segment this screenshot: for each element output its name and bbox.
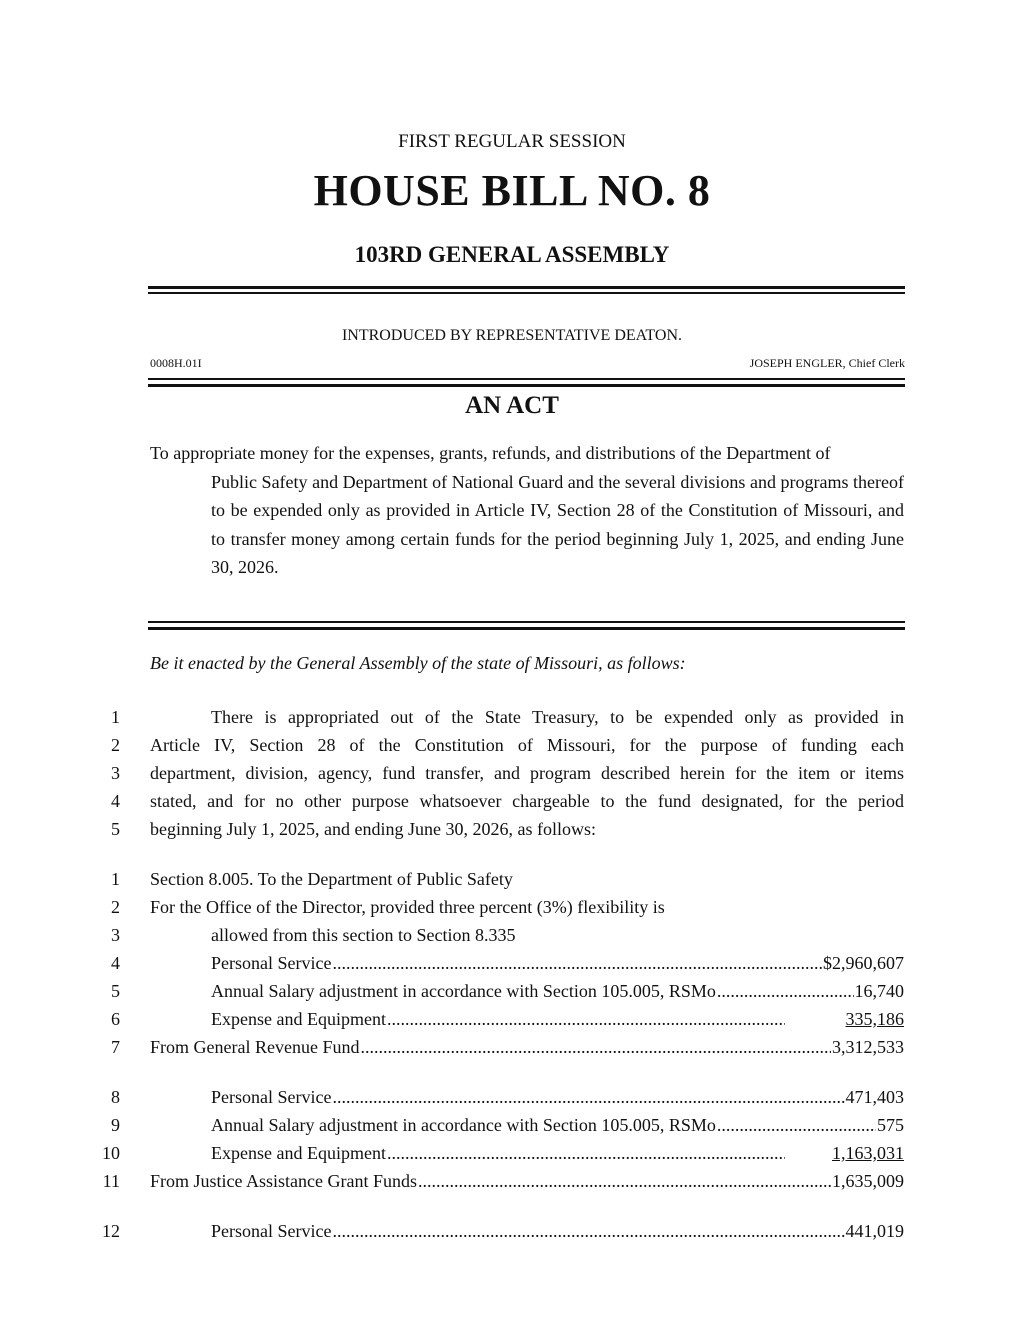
item-label: Personal Service xyxy=(211,1087,332,1107)
intro-line xyxy=(0,707,1024,735)
appropriation-item xyxy=(0,1087,1024,1115)
act-title-rest: Public Safety and Department of National Guard and the several divisions and programs thereof to be expended only as provided in Article IV, Section 28 of the Constitution of Missouri, and to transfer money among certain funds for the period beginning July 1, 2025, and ending June 30, 2026. xyxy=(211,471,904,577)
act-title-first-line: To appropriate money for the expenses, grants, refunds, and distributions of the Department of xyxy=(150,443,831,463)
appropriation-item xyxy=(0,1143,1024,1171)
leader-dots xyxy=(717,981,854,1002)
section-line xyxy=(0,925,1024,953)
item-amount: 16,740 xyxy=(854,981,904,1001)
leader-dots xyxy=(387,1143,785,1164)
bill-title: HOUSE BILL NO. 8 xyxy=(313,166,711,215)
section-text: For the Office of the Director, provided three percent (3%) flexibility is xyxy=(150,897,665,917)
divider xyxy=(148,286,905,289)
leader-dots xyxy=(360,1037,831,1058)
assembly-label: 103RD GENERAL ASSEMBLY xyxy=(354,242,670,267)
line-number: 7 xyxy=(111,1037,120,1057)
item-label: Personal Service xyxy=(211,1221,332,1241)
intro-text: There is appropriated out of the State Treasury, to be expended only as provided in xyxy=(211,707,904,727)
divider xyxy=(148,384,905,387)
item-amount: 441,019 xyxy=(845,1221,904,1241)
line-number: 8 xyxy=(111,1087,120,1107)
intro-text: Article IV, Section 28 of the Constitution of Missouri, for the purpose of funding each xyxy=(150,735,904,755)
intro-text: beginning July 1, 2025, and ending June 30, 2026, as follows: xyxy=(150,819,596,839)
item-amount: 335,186 xyxy=(845,1009,904,1029)
item-label: Annual Salary adjustment in accordance with Section 105.005, RSMo xyxy=(211,1115,716,1135)
section-text: allowed from this section to Section 8.335 xyxy=(211,925,516,945)
line-number: 1 xyxy=(111,869,120,889)
item-label: Expense and Equipment xyxy=(211,1009,386,1029)
appropriation-item xyxy=(0,981,1024,1009)
introduced-by: INTRODUCED BY REPRESENTATIVE DEATON. xyxy=(341,327,683,344)
intro-line xyxy=(0,763,1024,791)
chief-clerk: JOSEPH ENGLER, Chief Clerk xyxy=(749,356,905,370)
divider xyxy=(148,378,905,380)
line-number: 2 xyxy=(111,735,120,755)
item-amount: $2,960,607 xyxy=(823,953,904,973)
divider xyxy=(148,292,905,294)
appropriation-item xyxy=(0,953,1024,981)
appropriation-item xyxy=(0,1009,1024,1037)
item-amount: 575 xyxy=(877,1115,904,1135)
fund-total xyxy=(0,1171,1024,1199)
section-heading: Section 8.005. To the Department of Public Safety xyxy=(150,869,513,889)
line-number: 4 xyxy=(111,791,120,811)
line-number: 11 xyxy=(102,1171,120,1191)
item-amount: 1,163,031 xyxy=(832,1143,904,1163)
line-number: 5 xyxy=(111,981,120,1001)
divider xyxy=(148,621,905,623)
line-number: 9 xyxy=(111,1115,120,1135)
line-number: 3 xyxy=(111,763,120,783)
intro-line xyxy=(0,791,1024,819)
leader-dots xyxy=(418,1171,831,1192)
leader-dots xyxy=(717,1115,876,1136)
section-line xyxy=(0,869,1024,897)
line-number: 5 xyxy=(111,819,120,839)
enacting-clause: Be it enacted by the General Assembly of the state of Missouri, as follows: xyxy=(150,653,686,673)
fund-label: From Justice Assistance Grant Funds xyxy=(150,1171,417,1191)
line-number: 10 xyxy=(102,1143,120,1163)
item-amount: 471,403 xyxy=(845,1087,904,1107)
item-label: Annual Salary adjustment in accordance with Section 105.005, RSMo xyxy=(211,981,716,1001)
line-number: 1 xyxy=(111,707,120,727)
intro-text: department, division, agency, fund transfer, and program described herein for the item or items xyxy=(150,763,904,783)
document-code: 0008H.01I xyxy=(150,356,202,370)
line-number: 2 xyxy=(111,897,120,917)
fund-amount: 1,635,009 xyxy=(832,1171,904,1191)
fund-amount: 3,312,533 xyxy=(832,1037,904,1057)
divider xyxy=(148,627,905,630)
intro-text: stated, and for no other purpose whatsoever chargeable to the fund designated, for the period xyxy=(150,791,904,811)
line-number: 6 xyxy=(111,1009,120,1029)
leader-dots xyxy=(332,953,822,974)
line-number: 4 xyxy=(111,953,120,973)
leader-dots xyxy=(332,1087,844,1108)
appropriation-item xyxy=(0,1115,1024,1143)
intro-line xyxy=(0,735,1024,763)
line-number: 3 xyxy=(111,925,120,945)
item-label: Personal Service xyxy=(211,953,332,973)
fund-label: From General Revenue Fund xyxy=(150,1037,360,1057)
leader-dots xyxy=(387,1009,785,1030)
line-number: 12 xyxy=(102,1221,120,1241)
session-label: FIRST REGULAR SESSION xyxy=(398,131,626,152)
section-line xyxy=(0,897,1024,925)
appropriation-item xyxy=(0,1221,1024,1249)
item-label: Expense and Equipment xyxy=(211,1143,386,1163)
leader-dots xyxy=(332,1221,844,1242)
intro-line xyxy=(0,819,1024,847)
act-heading: AN ACT xyxy=(465,392,559,419)
fund-total xyxy=(0,1037,1024,1065)
act-title-paragraph xyxy=(150,439,904,582)
